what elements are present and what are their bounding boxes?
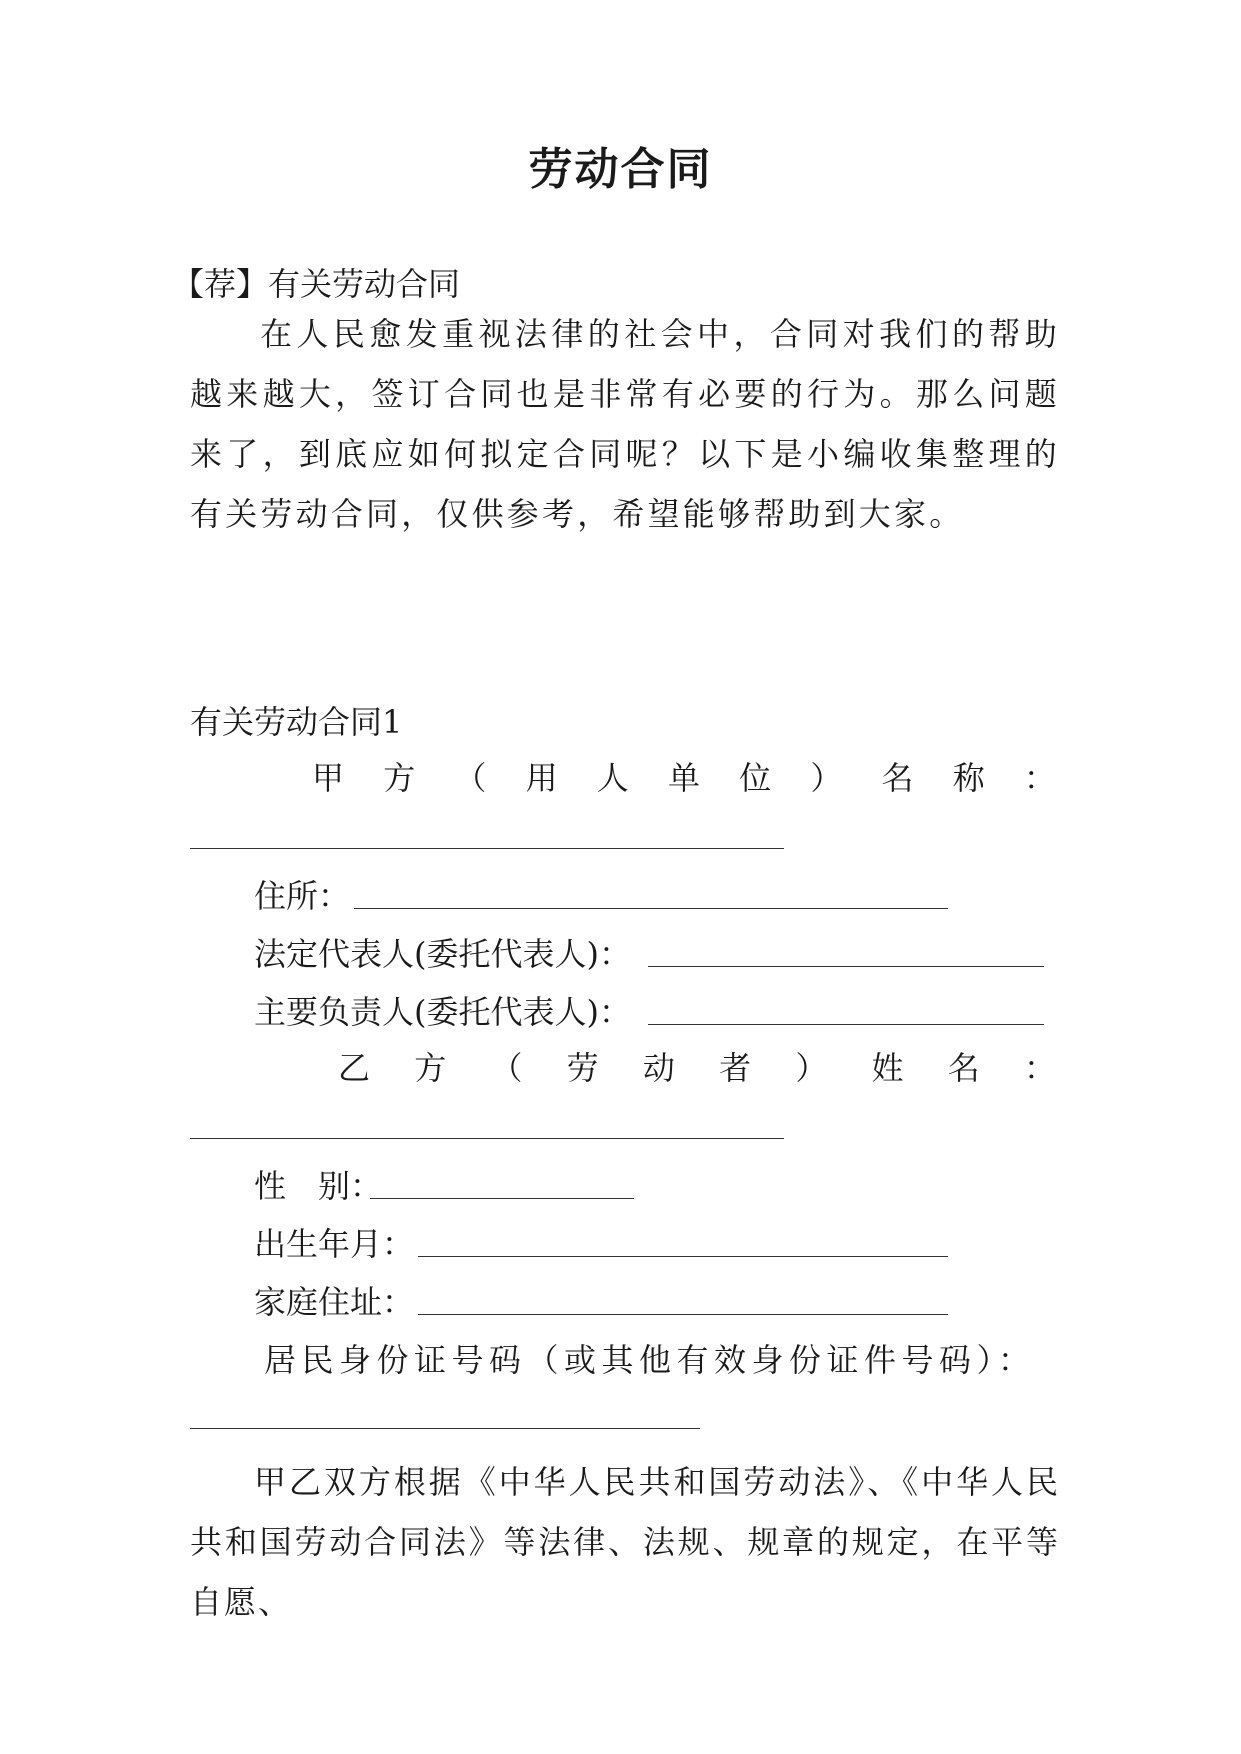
party-b-char: ） [795, 1049, 828, 1087]
party-a-char: 人 [596, 759, 629, 797]
party-b-name-label [190, 1049, 1056, 1087]
party-a-char: （ [454, 759, 487, 797]
party-a-address-blank[interactable] [354, 908, 948, 909]
party-b-birth-label: 出生年月： [254, 1225, 415, 1263]
party-b-id-label: 居民身份证号码（或其他有效身份证件号码）： [264, 1341, 1036, 1379]
party-b-char: 劳 [566, 1049, 599, 1087]
party-a-char: ： [1023, 759, 1056, 797]
party-b-char: 乙 [338, 1049, 371, 1087]
party-a-principal-blank[interactable] [648, 1024, 1044, 1025]
party-a-char: ） [810, 759, 843, 797]
party-a-legal-rep-label: 法定代表人(委托代表人)： [254, 935, 631, 973]
party-b-gender-label: 性 别： [254, 1167, 383, 1205]
party-b-name-blank[interactable] [190, 1138, 784, 1139]
party-b-char: 者 [719, 1049, 752, 1087]
party-a-address-label: 住所： [254, 877, 351, 915]
recommend-heading: 【荐】有关劳动合同 [172, 265, 461, 303]
party-a-char: 称 [952, 759, 985, 797]
party-b-char: 动 [642, 1049, 675, 1087]
party-a-char: 方 [383, 759, 416, 797]
party-a-name-label [190, 759, 1056, 797]
party-a-legal-rep-blank[interactable] [648, 966, 1044, 967]
party-b-gender-blank[interactable] [370, 1198, 634, 1199]
party-a-char: 甲 [312, 759, 345, 797]
party-b-id-blank[interactable] [190, 1428, 700, 1429]
section-heading: 有关劳动合同1 [190, 703, 403, 741]
party-b-birth-blank[interactable] [418, 1256, 948, 1257]
party-b-char: ： [1023, 1049, 1056, 1087]
party-b-char: 名 [947, 1049, 980, 1087]
party-b-char: 姓 [871, 1049, 904, 1087]
party-b-char: 方 [414, 1049, 447, 1087]
party-b-home-label: 家庭住址： [254, 1283, 415, 1321]
document-title: 劳动合同 [528, 144, 713, 195]
party-a-name-blank[interactable] [190, 848, 784, 849]
party-a-principal-label: 主要负责人(委托代表人)： [254, 993, 631, 1031]
party-a-char: 用 [525, 759, 558, 797]
party-a-char: 名 [881, 759, 914, 797]
party-b-char: （ [490, 1049, 523, 1087]
party-b-home-blank[interactable] [418, 1314, 948, 1315]
party-a-char: 单 [667, 759, 700, 797]
party-a-char: 位 [739, 759, 772, 797]
closing-paragraph: 甲乙双方根据《中华人民共和国劳动法》、《中华人民共和国劳动合同法》等法律、法规、规章的规定，在平等自愿、 [190, 1463, 1060, 1621]
intro-paragraph: 在人民愈发重视法律的社会中，合同对我们的帮助越来越大，签订合同也是非常有必要的行为。那么问题来了，到底应如何拟定合同呢？以下是小编收集整理的有关劳动合同，仅供参考，希望能够帮助到大家。 [190, 315, 1060, 533]
